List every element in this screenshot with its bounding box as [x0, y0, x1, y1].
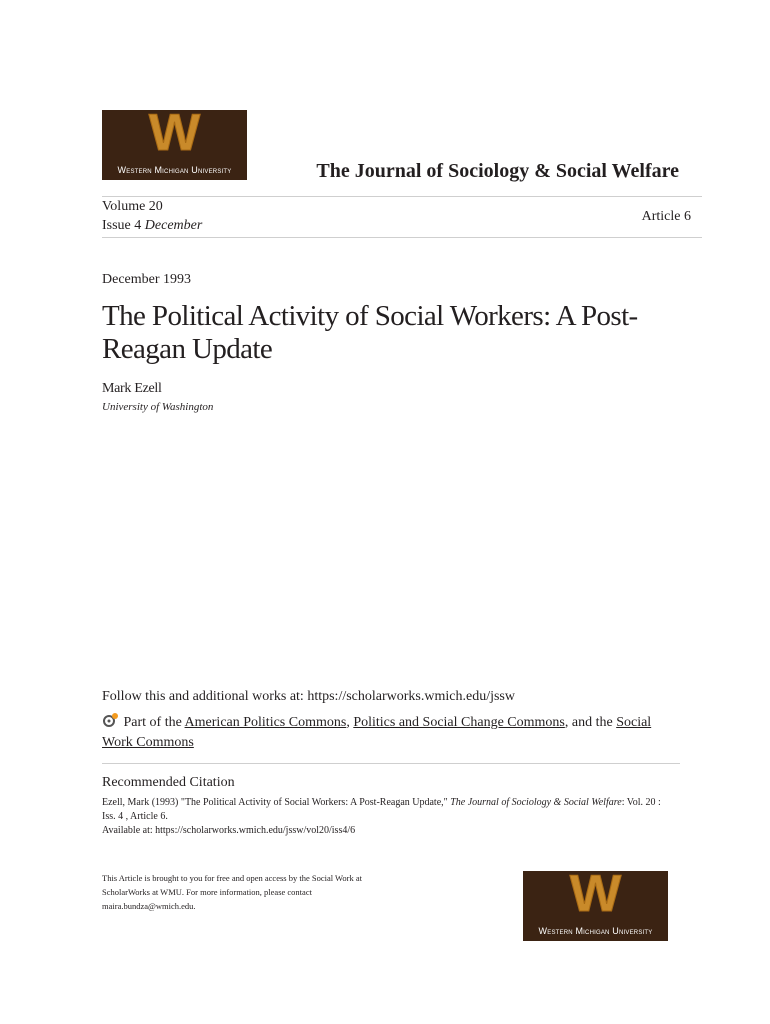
separator-comma: , — [346, 715, 354, 730]
header-rule-top — [102, 196, 702, 197]
follow-line — [102, 689, 515, 705]
article-number: Article 6 — [641, 209, 691, 224]
publication-date: December 1993 — [102, 272, 192, 287]
citation-rule — [102, 763, 680, 764]
commons-network-icon — [102, 712, 120, 733]
wmu-logo-bottom — [523, 865, 668, 941]
wmu-logo-text: Western Michigan University — [117, 165, 232, 175]
issue-link[interactable] — [102, 218, 202, 234]
citation-text-part1: Ezell, Mark (1993) "The Political Activity of Social Workers: A Post-Reagan Update," — [102, 797, 451, 808]
wmu-w-logo-icon: W — [148, 104, 201, 162]
wmu-w-logo-icon-bottom: W — [569, 865, 622, 923]
part-of-block — [102, 712, 662, 752]
citation-heading: Recommended Citation — [102, 775, 235, 790]
journal-title: The Journal of Sociology & Social Welfare — [316, 160, 679, 182]
social-work-commons-link-cont[interactable]: Work Commons — [102, 735, 194, 750]
separator-and-the: , and the — [564, 715, 617, 730]
politics-social-change-commons-link[interactable]: Politics and Social Change Commons — [353, 715, 565, 730]
available-prefix: Available at: — [102, 825, 156, 836]
citation-body — [102, 796, 677, 838]
article-title-line2: Reagan Update — [102, 333, 273, 365]
header-rule-bottom — [102, 237, 702, 238]
wmu-logo-top — [102, 104, 247, 180]
citation-line2: Iss. 4 , Article 6. — [102, 811, 168, 822]
citation-text-part2: : Vol. 20 : — [621, 797, 661, 808]
part-of-text: Part of the — [123, 715, 185, 730]
american-politics-commons-link[interactable]: American Politics Commons — [184, 715, 347, 730]
footer-email-link[interactable]: maira.bundza@wmich.edu. — [102, 901, 196, 911]
available-url-link[interactable]: https://scholarworks.wmich.edu/jssw/vol20/iss4/6 — [155, 825, 356, 836]
wmu-logo-text-bottom: Western Michigan University — [538, 926, 653, 936]
volume-link[interactable]: Volume 20 — [102, 199, 163, 214]
citation-journal: The Journal of Sociology & Social Welfare — [450, 797, 622, 808]
author-name[interactable]: Mark Ezell — [102, 381, 162, 396]
issue-number: Issue 4 — [102, 218, 142, 233]
article-title-line1: The Political Activity of Social Workers: A Post- — [102, 300, 638, 332]
author-affiliation: University of Washington — [102, 401, 214, 413]
article-title[interactable] — [102, 300, 638, 366]
follow-text: Follow this and additional works at: — [102, 689, 308, 704]
footer-line1: This Article is brought to you for free and open access by the Social Work at — [102, 873, 362, 883]
issue-month: December — [144, 218, 203, 233]
footer-notice — [102, 871, 362, 913]
social-work-commons-link[interactable]: Social — [616, 715, 652, 730]
follow-url-link[interactable]: https://scholarworks.wmich.edu/jssw — [307, 689, 515, 704]
footer-line2: ScholarWorks at WMU. For more information, please contact — [102, 887, 312, 897]
